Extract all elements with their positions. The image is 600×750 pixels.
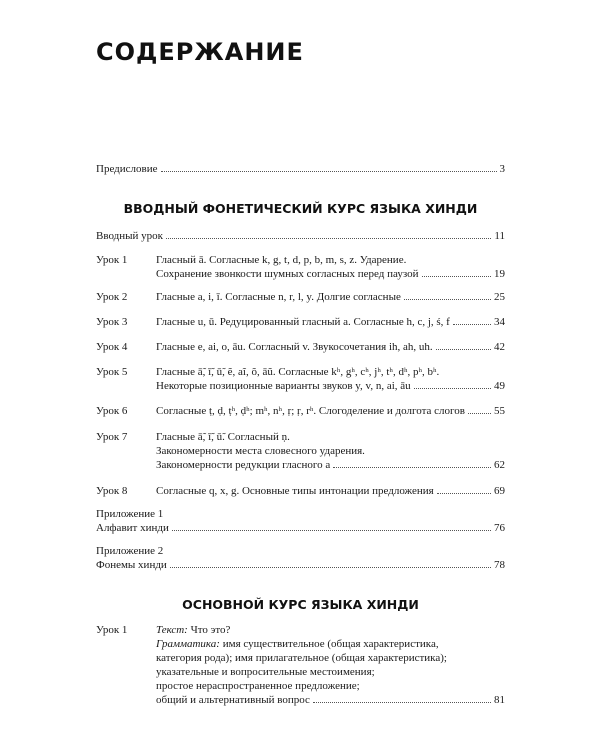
page-number: 78: [494, 559, 505, 571]
lesson-label: Урок 4: [96, 341, 128, 353]
toc-entry-appendix-1[interactable]: [96, 507, 505, 535]
appendix-label: Приложение 2: [96, 545, 164, 557]
dot-leader: [453, 315, 491, 325]
lesson-label: Урок 6: [96, 405, 128, 417]
toc-entry-appendix-2[interactable]: [96, 544, 505, 572]
page-number: 3: [499, 163, 505, 175]
lesson-description: указательные и вопросительные местоимения;: [156, 666, 375, 678]
toc-entry-lesson-6[interactable]: [156, 404, 505, 418]
lesson-label: Урок 1: [96, 254, 128, 266]
section-heading-main: ОСНОВНОЙ КУРС ЯЗЫКА ХИНДИ: [182, 597, 419, 612]
page-number: 81: [494, 694, 505, 706]
lesson-label: Урок 8: [96, 485, 128, 497]
page-number: 55: [494, 405, 505, 417]
toc-entry-lesson-4[interactable]: [156, 340, 505, 354]
toc-entry-text: Алфавит хинди: [96, 522, 169, 534]
page-number: 11: [494, 230, 505, 242]
dot-leader: [166, 229, 491, 239]
dot-leader: [414, 379, 491, 389]
page-number: 62: [494, 459, 505, 471]
lesson-label: Урок 1: [96, 624, 128, 636]
dot-leader: [422, 267, 491, 277]
lesson-label: Урок 3: [96, 316, 128, 328]
toc-entry-text: Вводный урок: [96, 230, 163, 242]
appendix-label: Приложение 1: [96, 508, 164, 520]
dot-leader: [313, 693, 491, 703]
lesson-description: Гласные ā̃, ī̃, ū̃. Согласный ṇ.: [156, 431, 290, 443]
lesson-description: Закономерности редукции гласного a: [156, 459, 331, 471]
toc-entry-lesson-1[interactable]: [156, 253, 505, 281]
lesson-description: Гласные u, ū. Редуцированный гласный a. Согласные h, c, j, ś, f: [156, 316, 450, 328]
lesson-label: Урок 5: [96, 366, 128, 378]
lesson-description: общий и альтернативный вопрос: [156, 694, 310, 706]
dot-leader: [436, 340, 491, 350]
text-value: Что это?: [190, 624, 231, 636]
grammar-value: имя существительное (общая характеристика,: [222, 638, 439, 650]
toc-entry-lesson-2[interactable]: [156, 290, 505, 304]
lesson-label: Урок 7: [96, 431, 128, 443]
grammar-line: [156, 637, 505, 651]
page-number: 19: [494, 268, 505, 280]
lesson-description: Некоторые позиционные варианты звуков y, v, n, ai, āu: [156, 380, 411, 392]
dot-leader: [333, 458, 491, 468]
toc-entry-lesson-7[interactable]: [156, 430, 505, 472]
lesson-description: Согласные q, x, g. Основные типы интонации предложения: [156, 485, 434, 497]
grammar-label: Грамматика:: [156, 638, 220, 650]
page-number: 25: [494, 291, 505, 303]
lesson-description: Согласные ṭ, ḍ, ṭʰ, ḍʰ; mʰ, nʰ, ṛ; ṛ, rʰ. Слогоделение и долгота слогов: [156, 405, 465, 417]
page-number: 49: [494, 380, 505, 392]
lesson-description: Гласные e, ai, o, āu. Согласный v. Звукосочетания ih, ah, uh.: [156, 341, 433, 353]
dot-leader: [404, 290, 491, 300]
toc-entry-lesson-5[interactable]: [156, 365, 505, 393]
lesson-description: Гласный ā. Согласные k, g, t, d, p, b, m, s, z. Ударение.: [156, 254, 407, 266]
lesson-description: Сохранение звонкости шумных согласных перед паузой: [156, 268, 419, 280]
page-title: СОДЕРЖАНИЕ: [96, 38, 304, 66]
page-number: 76: [494, 522, 505, 534]
toc-entry-lesson-8[interactable]: [156, 484, 505, 498]
text-label: Текст:: [156, 624, 188, 636]
toc-entry-lesson-3[interactable]: [156, 315, 505, 329]
lesson-description: Гласные a, i, ī. Согласные n, r, l, y. Долгие согласные: [156, 291, 401, 303]
toc-entry-main-lesson-1[interactable]: [156, 623, 505, 707]
toc-entry-text: Фонемы хинди: [96, 559, 167, 571]
toc-entry-text: Предисловие: [96, 163, 158, 175]
lesson-description: категория рода); имя прилагательное (общая характеристика);: [156, 652, 447, 664]
dot-leader: [170, 558, 491, 568]
dot-leader: [161, 162, 497, 172]
page-number: 34: [494, 316, 505, 328]
section-heading-phonetic: ВВОДНЫЙ ФОНЕТИЧЕСКИЙ КУРС ЯЗЫКА ХИНДИ: [123, 201, 478, 216]
text-line: [156, 623, 505, 637]
page-number: 69: [494, 485, 505, 497]
lesson-description: Гласные ā̃, ī̃, ū̃, ẽ, aĩ, õ, āũ. Согласные kʰ, gʰ, cʰ, jʰ, tʰ, dʰ, pʰ, bʰ.: [156, 366, 440, 378]
lesson-label: Урок 2: [96, 291, 128, 303]
lesson-description: Закономерности места словесного ударения.: [156, 445, 365, 457]
dot-leader: [172, 521, 491, 531]
lesson-description: простое нераспространенное предложение;: [156, 680, 360, 692]
page-number: 42: [494, 341, 505, 353]
dot-leader: [468, 404, 491, 414]
dot-leader: [437, 484, 491, 494]
toc-entry-preface[interactable]: [96, 162, 505, 176]
toc-entry-intro[interactable]: [96, 229, 505, 243]
